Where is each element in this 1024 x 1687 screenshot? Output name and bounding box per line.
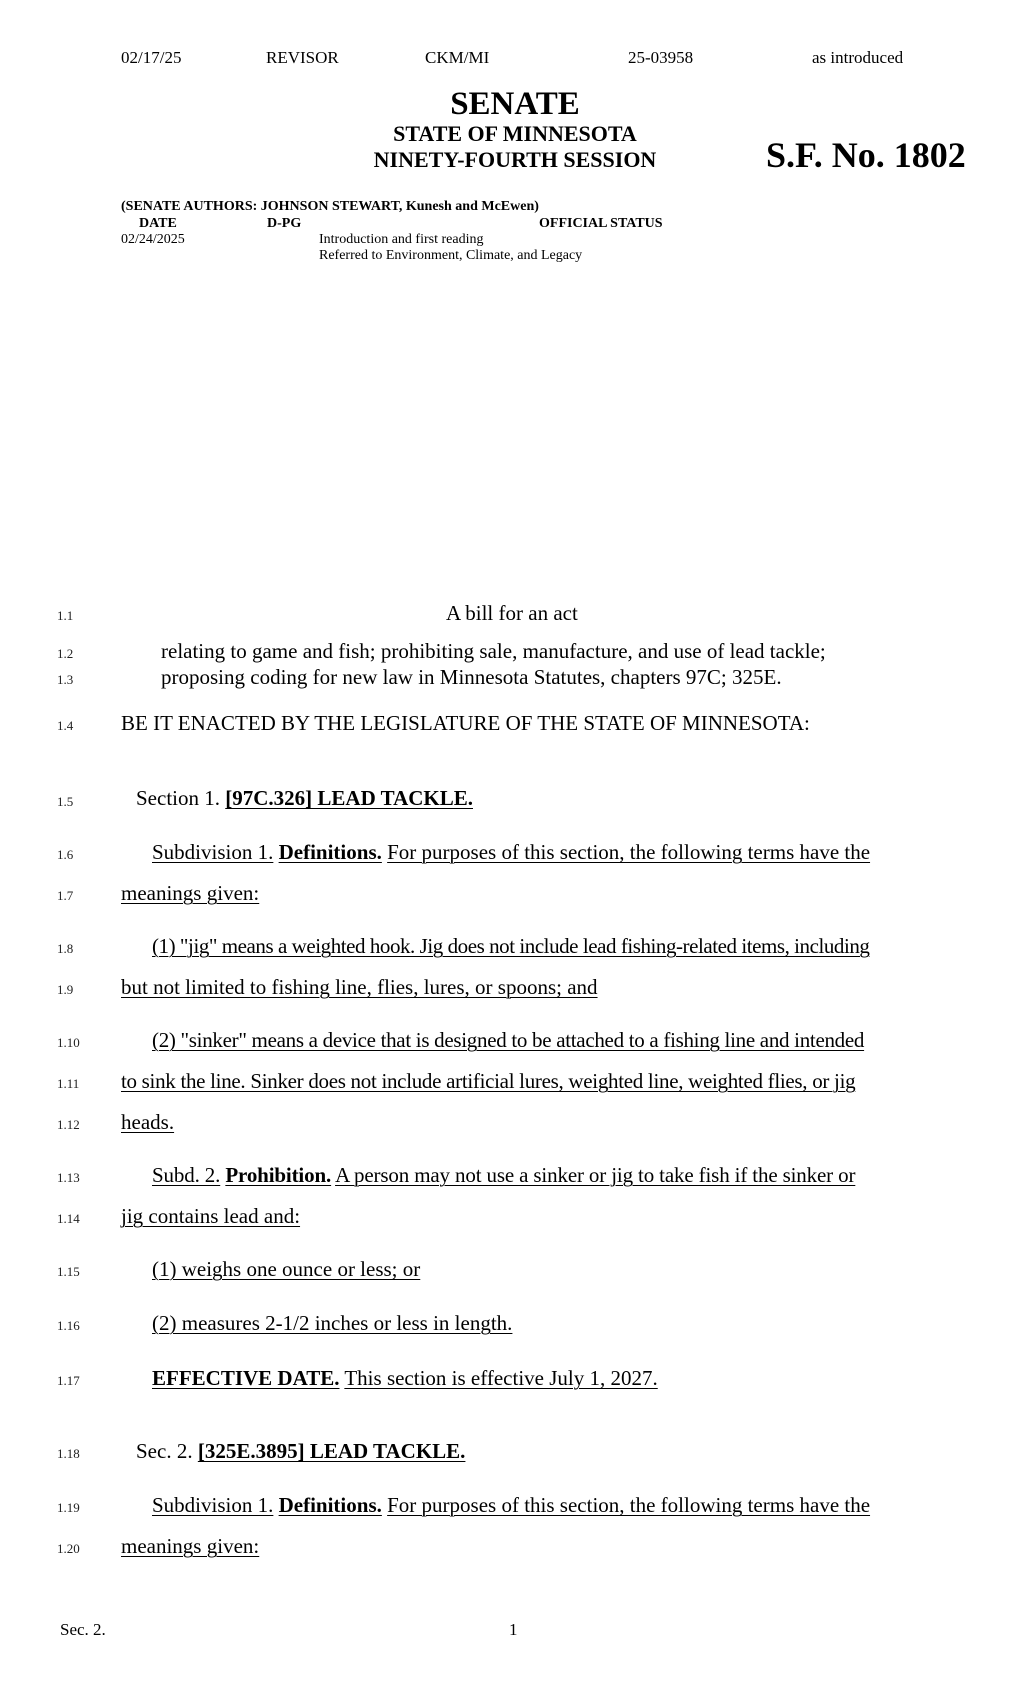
line-number: 1.3 [57, 672, 74, 687]
section-title: [325E.3895] LEAD TACKLE. [197, 1439, 466, 1463]
line-number: 1.7 [57, 888, 74, 903]
status-entry-date: 02/24/2025 [121, 232, 185, 247]
line-number: 1.9 [57, 982, 74, 997]
subdivision-heading: Definitions. [278, 1493, 382, 1517]
body-text-line: jig contains lead and: [121, 1204, 301, 1228]
body-text-line: (1) "jig" means a weighted hook. Jig does not include lead fishing-related items, including [152, 934, 870, 958]
section-prefix: Sec. 2. [136, 1439, 193, 1463]
subdivision-line [152, 1163, 855, 1188]
line-number: 1.12 [57, 1117, 80, 1132]
line-number: 1.20 [57, 1541, 80, 1556]
chamber-title: SENATE [450, 86, 580, 122]
line-number: 1.11 [57, 1076, 80, 1091]
section-title: [97C.326] LEAD TACKLE. [225, 786, 473, 810]
status-col-date: DATE [139, 216, 177, 231]
effective-date-label: EFFECTIVE DATE. [152, 1366, 340, 1390]
header-status: as introduced [812, 48, 904, 67]
effective-date-line [152, 1366, 658, 1391]
line-number: 1.14 [57, 1211, 80, 1226]
body-text-line: (1) weighs one ounce or less; or [152, 1257, 421, 1281]
status-entry-1: Introduction and first reading [319, 232, 484, 247]
body-text-line: to sink the line. Sinker does not include artificial lures, weighted line, weighted flies, or jig [121, 1069, 856, 1093]
subdivision-text: For purposes of this section, the following terms have the [387, 1493, 871, 1517]
bill-number: S.F. No. 1802 [766, 135, 966, 175]
session-title: NINETY-FOURTH SESSION [373, 147, 657, 172]
line-number: 1.16 [57, 1318, 80, 1333]
subdivision-text: For purposes of this section, the following terms have the [387, 840, 871, 864]
line-number: 1.6 [57, 847, 74, 862]
line-number: 1.13 [57, 1170, 80, 1185]
subdivision-label: Subd. 2. [152, 1163, 221, 1187]
state-title: STATE OF MINNESOTA [393, 121, 637, 146]
line-number: 1.8 [57, 941, 74, 956]
line-number: 1.4 [57, 718, 74, 733]
status-col-dpg: D-PG [267, 216, 302, 231]
line-number: 1.5 [57, 794, 74, 809]
header-initials: CKM/MI [425, 48, 490, 67]
senate-authors: (SENATE AUTHORS: JOHNSON STEWART, Kunesh and McEwen) [121, 199, 539, 214]
status-entry-2: Referred to Environment, Climate, and Legacy [319, 248, 583, 263]
body-text-line: (2) "sinker" means a device that is designed to be attached to a fishing line and intended [152, 1028, 865, 1052]
status-col-official: OFFICIAL STATUS [539, 216, 663, 231]
subdivision-label: Subdivision 1. [152, 840, 274, 864]
footer-section: Sec. 2. [60, 1620, 106, 1639]
header-date: 02/17/25 [121, 48, 182, 67]
subdivision-line [152, 1493, 870, 1518]
subdivision-text: A person may not use a sinker or jig to take fish if the sinker or [335, 1163, 856, 1187]
line-number: 1.17 [57, 1373, 80, 1388]
section-prefix: Section 1. [136, 786, 220, 810]
line-number: 1.15 [57, 1264, 80, 1279]
subdivision-label: Subdivision 1. [152, 1493, 274, 1517]
section-heading [136, 1439, 465, 1464]
line-number: 1.18 [57, 1446, 80, 1461]
footer-page-number: 1 [509, 1620, 518, 1639]
effective-date-text: This section is effective July 1, 2027. [344, 1366, 658, 1390]
body-text-line: meanings given: [121, 1534, 260, 1558]
enacting-clause: BE IT ENACTED BY THE LEGISLATURE OF THE STATE OF MINNESOTA: [121, 711, 810, 735]
subdivision-line [152, 840, 870, 865]
body-text-line: heads. [121, 1110, 175, 1134]
bill-title: A bill for an act [446, 601, 578, 625]
header-doc-number: 25-03958 [628, 48, 694, 67]
title-text-line: proposing coding for new law in Minnesota Statutes, chapters 97C; 325E. [161, 665, 782, 689]
body-text-line: but not limited to fishing line, flies, lures, or spoons; and [121, 975, 598, 999]
title-text-line: relating to game and fish; prohibiting sale, manufacture, and use of lead tackle; [161, 639, 826, 663]
line-number: 1.10 [57, 1035, 80, 1050]
body-text-line: meanings given: [121, 881, 260, 905]
line-number: 1.19 [57, 1500, 80, 1515]
subdivision-heading: Definitions. [278, 840, 382, 864]
body-text-line: (2) measures 2-1/2 inches or less in length. [152, 1311, 513, 1335]
line-number: 1.2 [57, 646, 74, 661]
header-revisor: REVISOR [266, 48, 339, 67]
line-number: 1.1 [57, 608, 74, 623]
subdivision-heading: Prohibition. [225, 1163, 332, 1187]
section-heading [136, 786, 473, 811]
